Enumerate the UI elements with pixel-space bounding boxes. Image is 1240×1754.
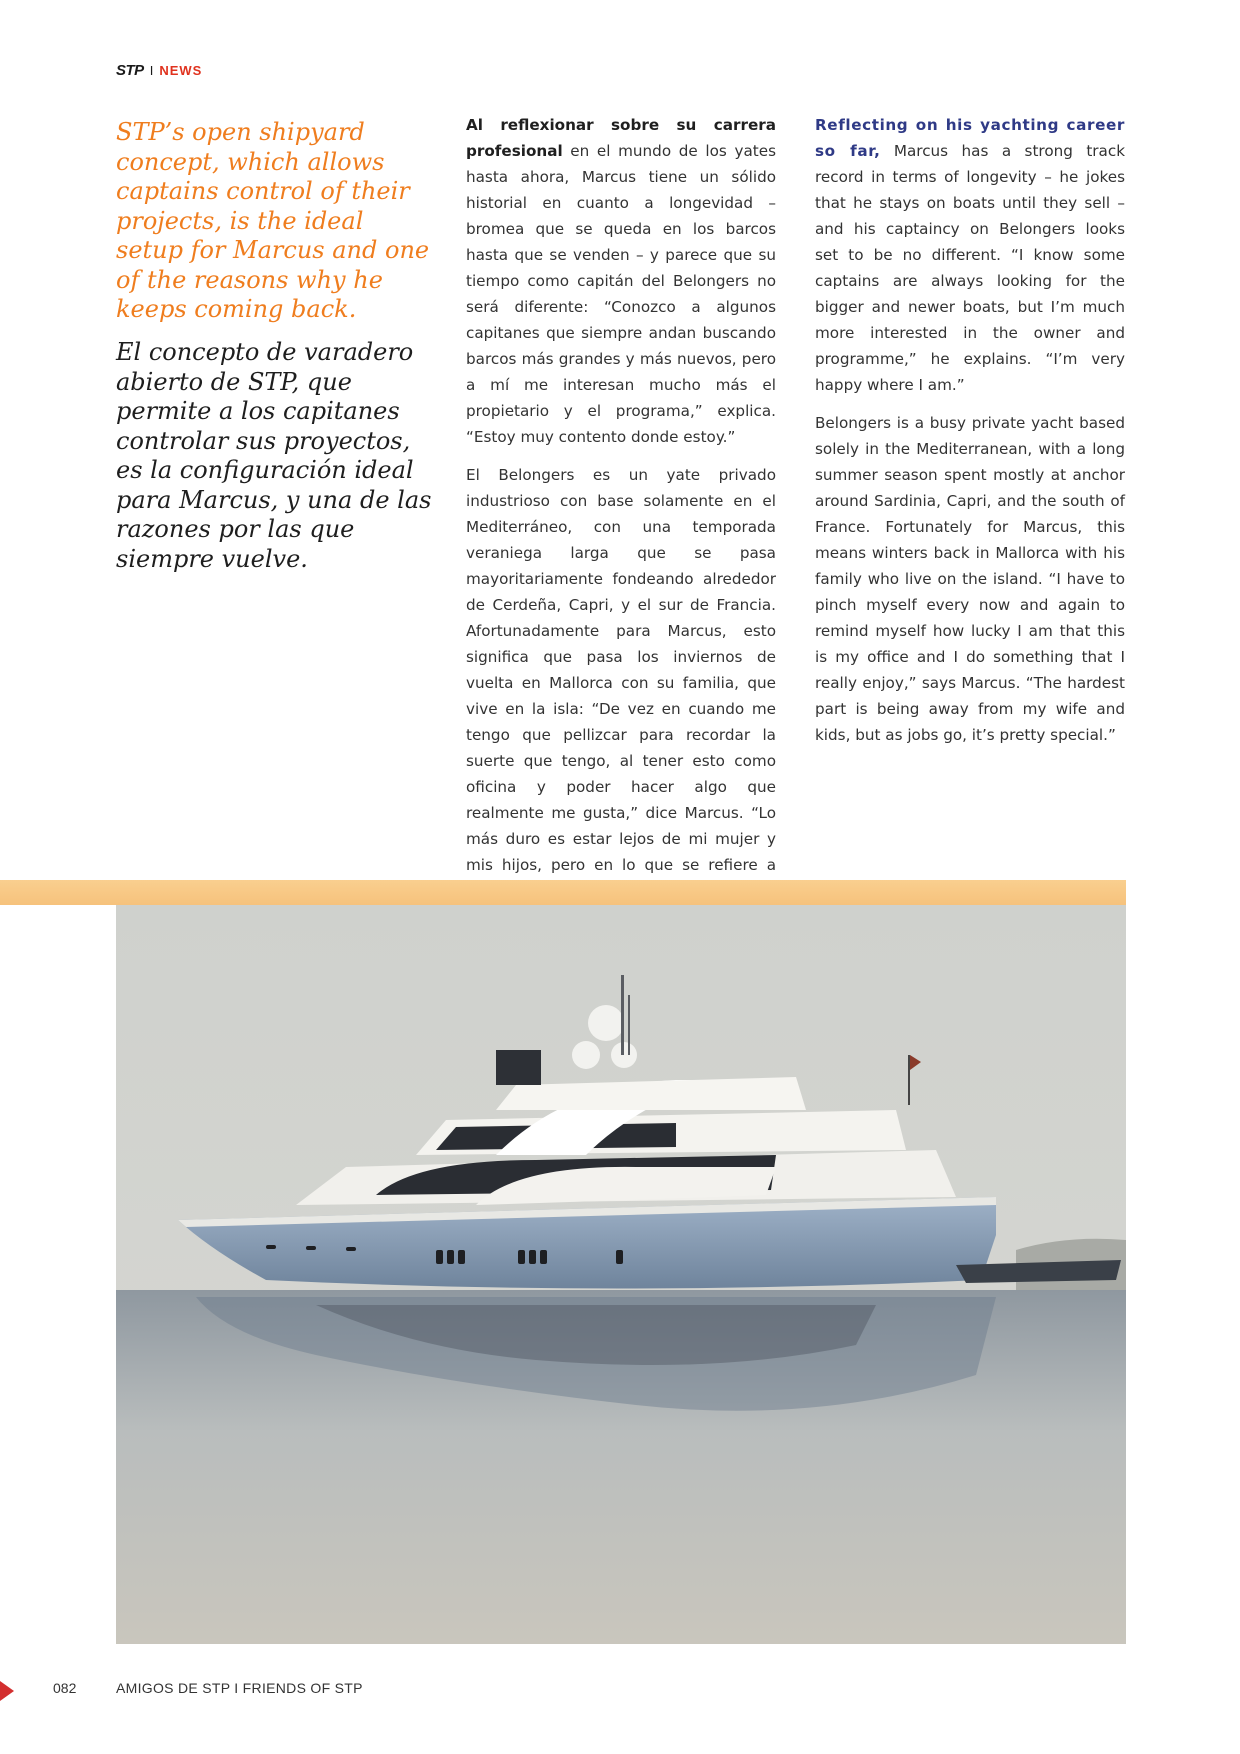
page-footer [0,1676,1240,1700]
article-column-english [815,112,1125,760]
lead-in: Reflecting on his yachting career so far, [815,116,1125,160]
footer-title: AMIGOS DE STP I FRIENDS OF STP [116,1680,363,1696]
header-separator: I [149,62,154,78]
paragraph [466,112,776,450]
paragraph: El Belongers es un yate privado industrioso con base solamente en el Mediterráneo, con una temporada veraniega larga que se pasa mayoritariamente fondeando alrededor de Cerdeña, Capri, y el sur de Francia. Afortunadamente para Marcus, esto significa que pasa los inviernos de vuelta en Mallorca con su familia, que vive en la isla: “De vez en cuando me tengo que pellizcar para recordar la suerte que tengo, al tener esto como oficina y poder hacer algo que realmente me gusta,” dice Marcus. “Lo más duro es estar lejos de mi mujer y mis hijos, pero en lo que se refiere a [466,466,776,874]
pull-quote-english: STP’s open shipyard concept, which allows captains control of their projects, is the ideal setup for Marcus and one of the reasons why he keeps coming back. [116,118,430,323]
paragraph: Belongers is a busy private yacht based solely in the Mediterranean, with a long summer season spent mostly at anchor around Sardinia, Capri, and the south of France. Fortunately for Marcus, this means winters back in Mallorca with his family who live on the island. “I have to pinch myself every now and again to remind myself how lucky I am that this is my office and I do something that I really enjoy,” says Marcus. “The hardest part is being away from my wife and kids, but as jobs go, it’s pretty special.” [815,414,1125,744]
section-header [116,62,202,78]
stp-logo: STP [116,61,144,79]
pull-quote-spanish: El concepto de varadero abierto de STP, que permite a los capitanes controlar sus proyectos, es la configuración ideal para Marcus, y una de las razones por las que siempre vuelve. [116,338,432,573]
decorative-band [0,880,1126,905]
section-label: NEWS [159,62,203,78]
page-number: 082 [53,1680,77,1696]
yacht-photo [116,905,1126,1644]
footer-arrow-icon [0,1681,14,1701]
paragraph [815,112,1125,398]
paragraph-text: en el mundo de los yates hasta ahora, Marcus tiene un sólido historial en cuanto a longevidad – bromea que se queda en los barcos hasta que se venden – y parece que su tiempo como capitán del Belongers no será diferente: “Conozco a algunos capitanes que siempre andan buscando barcos más grandes y más nuevos, pero a mí me interesan mucho más el propietario y el programa,” explica. “Estoy muy contento donde estoy.” [466,142,776,446]
lead-in: Al reflexionar sobre su carrera profesional [466,116,776,160]
paragraph-text: Marcus has a strong track record in terms of longevity – he jokes that he stays on boats until they sell – and his captaincy on Belongers looks set to be no different. “I know some captains are always looking for the bigger and newer boats, but I’m much more interested in the owner and programme,” he explains. “I’m very happy where I am.” [815,142,1125,394]
article-column-spanish [466,112,776,916]
